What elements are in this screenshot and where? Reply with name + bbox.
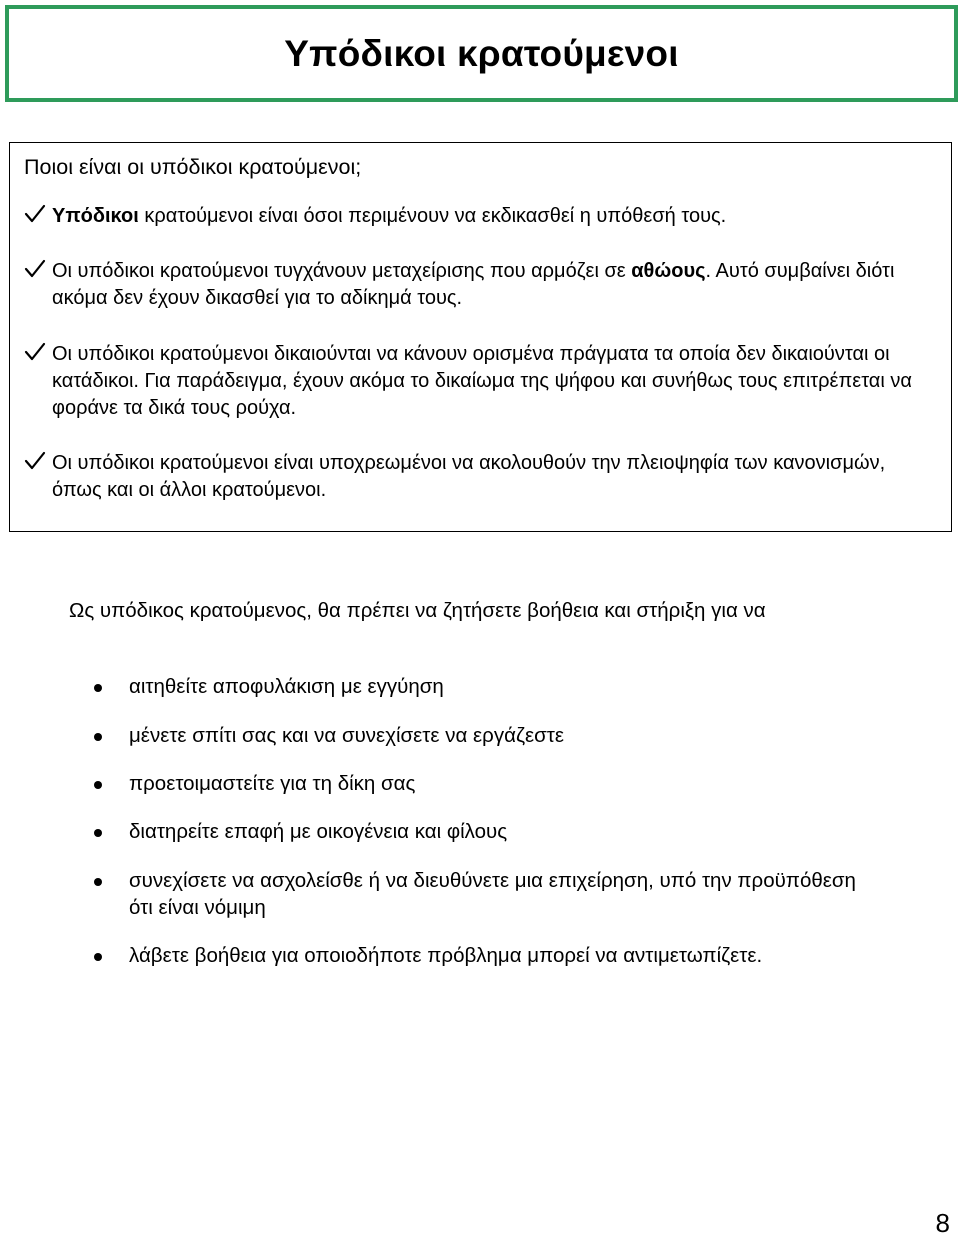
bold-word: αθώους bbox=[631, 260, 706, 282]
check-mark-icon bbox=[24, 203, 46, 225]
item-text: κρατούμενοι είναι όσοι περιμένουν να εκδικασθεί η υπόθεσή τους. bbox=[138, 205, 727, 227]
check-item-text bbox=[52, 203, 932, 230]
info-box-heading: Ποιοι είναι οι υπόδικοι κρατούμενοι; bbox=[24, 155, 362, 179]
list-item-text: συνεχίσετε να ασχολείσθε ή να διευθύνετε μια επιχείρηση, υπό την προϋπόθεση ότι είναι νόμιμη bbox=[129, 869, 856, 919]
list-item-text: αιτηθείτε αποφυλάκιση με εγγύηση bbox=[129, 675, 444, 698]
bullet-dot-icon bbox=[94, 733, 102, 741]
check-mark-icon bbox=[24, 258, 46, 280]
bold-lead: Υπόδικοι bbox=[52, 205, 139, 227]
item-text-before: Οι υπόδικοι κρατούμενοι τυγχάνουν μεταχείρισης που αρμόζει σε bbox=[52, 260, 632, 282]
list-item-text: λάβετε βοήθεια για οποιοδήποτε πρόβλημα μπορεί να αντιμετωπίζετε. bbox=[129, 944, 763, 967]
check-item-text: Οι υπόδικοι κρατούμενοι είναι υποχρεωμένοι να ακολουθούν την πλειοψηφία των κανονισμών, όπως και οι άλλοι κρατούμενοι. bbox=[52, 452, 886, 501]
bullet-dot-icon bbox=[94, 953, 102, 961]
intro-text: Ως υπόδικος κρατούμενος, θα πρέπει να ζητήσετε βοήθεια και στήριξη για να bbox=[69, 599, 766, 622]
check-item-text bbox=[52, 258, 932, 312]
bullet-dot-icon bbox=[94, 781, 102, 789]
info-box bbox=[9, 142, 952, 532]
list-item-text: προετοιμαστείτε για τη δίκη σας bbox=[129, 772, 416, 795]
item-text-after: . Αυτό συμβαίνει διότι ακόμα δεν έχουν δικασθεί για το αδίκημά τους. bbox=[52, 260, 895, 309]
list-item-text: μένετε σπίτι σας και να συνεχίσετε να εργάζεστε bbox=[129, 724, 565, 747]
bullet-dot-icon bbox=[94, 684, 102, 692]
check-mark-icon bbox=[24, 450, 46, 472]
page-number: 8 bbox=[935, 1208, 950, 1238]
bullet-dot-icon bbox=[94, 829, 102, 837]
check-mark-icon bbox=[24, 341, 46, 363]
bullet-dot-icon bbox=[94, 878, 102, 886]
check-item-text: Οι υπόδικοι κρατούμενοι δικαιούνται να κάνουν ορισμένα πράγματα τα οποία δεν δικαιούνται οι κατάδικοι. Για παράδειγμα, έχουν ακόμα το δικαίωμα της ψήφου και συνήθως τους επιτρέπεται να φοράνε τα δικά τους ρούχα. bbox=[52, 343, 912, 419]
page-title: Υπόδικοι κρατούμενοι bbox=[284, 32, 679, 74]
title-banner bbox=[5, 5, 958, 102]
list-item-text: διατηρείτε επαφή με οικογένεια και φίλους bbox=[129, 820, 508, 843]
